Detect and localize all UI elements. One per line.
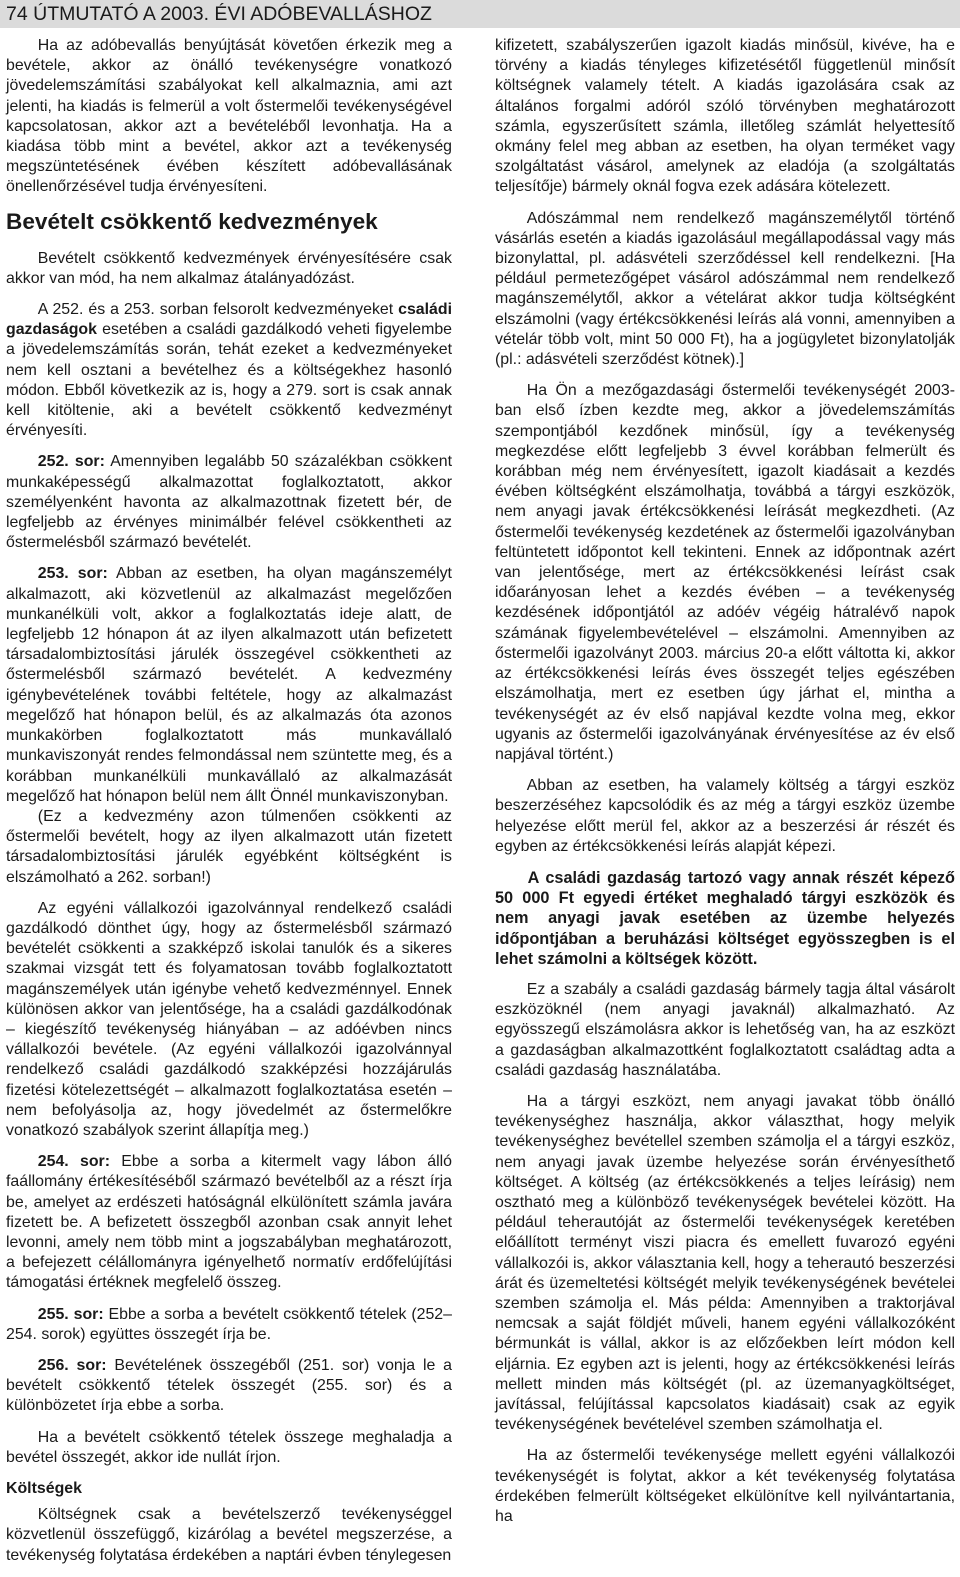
section-heading-bevetel: Bevételt csökkentő kedvezmények [6, 208, 378, 234]
paragraph-nullat: Ha a bevételt csökkentő tételek összege meghaladja a bevétel összegét, akkor ide nullát írjon. [6, 1428, 452, 1466]
paragraph-szabaly: Ez a szabály a családi gazdaság bármely tagja által vásárolt eszközöknél (nem anyagi javaknál) alkalmazható. Az egyösszegű elszámolásra akkor is lehetőség van, ha az eszközt a gazdaságban alkalmazottként foglalkoztatott családtag adta a családi gazdaság használatába. [495, 980, 955, 1079]
paragraph-egyeni-vallalkozoi: Ha az őstermelői tevékenysége mellett egyéni vállalkozói tevékenységét is folytat, akkor a két tevékenység folytatása érdekében felmerült költségeket elkülönítve kell nyilvántartania, ha [495, 1447, 955, 1526]
row-text-254: Ebbe a sorba a kitermelt vagy lábon álló faállomány értékesítéséből származó bevételből az a részt írja be, amelyet az erdészeti hatóságnál elkülönített számla javára fizetett be. A befizetett összegből azonban csak annyit lehet levonni, amely nem több mint a jogszabályban meghatározott, a befejezett célállományra igényelhető normatív erdőfelújítási támogatási értéknek megfelelő összeg. [6, 1153, 452, 1292]
paragraph-adoszam: Adószámmal nem rendelkező magánszemélytől történő vásárlás esetén a kiadás igazolásául megállapodással vagy más bizonylattal, pl. adásvételi szerződéssel kell rendelkezni. [Ha például permetezőgépet vásárol adószámmal nem rendelkező magánszemélytől, akkor a vételárat akkor tudja költségként elszámolni (vagy értékcsökkenési leírás alá vonni, amennyiben a vételár több volt, mint 50 000 Ft), ha a jogügyletet bizonylatolják (pl.: adásvételi szerződést kötnek).] [495, 209, 955, 369]
left-column [6, 36, 452, 1577]
paragraph-egyeni-vallalkozo: Az egyéni vállalkozói igazolvánnyal rendelkező családi gazdálkodó dönthet úgy, hogy az őstermelésből származó bevételét csökkenti a szakképző iskolai tanulók és a sikeres szakmai vizsgát tett és folyamatosan tovább foglalkoztatott magánszemélyek után igénybe vehető kedvezménnyel. Ennek különösen akkor van jelentősége, ha a családi gazdálkodónak – kiegészítő tevékenység hiányában – az adóévben nincs vállalkozói bevétele. (Az egyéni vállalkozói igazolvánnyal rendelkező családi gazdálkodó szakképzési hozzájárulás fizetési kötelezettségét – alkalmazott foglalkoztatása esetén – nem befolyásolja az, hogy jövedelmét az őstermelőkre vonatkozó szabályok szerint állapítja meg.) [6, 899, 452, 1139]
paragraph-targyi-eszkoz: Ha a tárgyi eszközt, nem anyagi javakat több önálló tevékenységhez használja, akkor választhat, hogy melyik tevékenységhez bevétellel szemben számolja el a tárgyi eszköz, nem anyagi javak üzembe helyezése során érvényesíthető költséget. A költség (az értékcsökkenés a teljes leírásig) nem osztható meg a különböző tevékenységek bevételei között. Ha például teherautóját az őstermelői tevékenységek keretében előállított terményt viszi piacra és emellett fuvarozó egyéni vállalkozói is, akkor választania kell, hogy a teherautó beszerzési árát és üzemeltetési költségét melyik tevékenységének bevételei szemben számolja el. Más példa: Amennyiben a traktorjával nemcsak a saját földjét műveli, hanem egyéni vállalkozóként bérmunkát is vállal, akkor is az előzőekben leírt módon kell eljárnia. Ez egyben azt is jelenti, hogy az értékcsökkenési leírás mellett minden más költségét (pl. az üzemanyagköltséget, javítással, felújítással kapcsolatos kiadásait) csak az egyik tevékenységének bevételével szemben számolhatja el. [495, 1092, 955, 1434]
paragraph-kezdo: Ha Ön a mezőgazdasági őstermelői tevékenységét 2003-ban első ízben kezdte meg, akkor a jövedelemszámítás szempontjából kezdőnek minősül, így a tevékenység megkezdése előtt legfeljebb 3 évvel korábban felmerült és korábban még nem érvényesített, igazolt kiadásait a kezdés évében költségként elszámolhatja, továbbá a tárgyi eszközök, nem anyagi javak értékcsökkenési leírását megkezdheti. (Az őstermelői tevékenység kezdetének az őstermelői igazolványban feltüntetett időpontot kell tekinteni. Ennek az időpontnak azért van jelentősége, mert az értékcsökkenési leírást csak időarányosan lehet a kezdés évében – a tevékenység kezdésének időpontjától az adóév végéig hátralévő napok számának figyelembevételével – elszámolni. Amennyiben az őstermelői igazolványt 2003. március 20-a előtt váltotta ki, akkor az értékcsökkenési leírás éves összegét teljes egészében elszámolhatja, mert ez esetben úgy járhat el, mintha a tevékenységét az év első napjával kezdte volna meg, ekkor ugyanis az őstermelői igazolványának érvényesítése az év első napjával történt.) [495, 382, 955, 763]
row-label-256: 256. sor: [37, 1356, 107, 1374]
paragraph-row-255 [6, 1305, 452, 1345]
paragraph-row-254 [6, 1152, 452, 1293]
page-header-text: 74 ÚTMUTATÓ A 2003. ÉVI ADÓBEVALLÁSHOZ [6, 3, 432, 25]
paragraph-row-253 [6, 564, 452, 806]
paragraph-row-252 [6, 452, 452, 553]
emphasis-csaladi-gazdasagok: családi gazdaságok [6, 301, 452, 339]
section-heading-koltsegek: Költségek [6, 1480, 82, 1497]
row-label-253: 253. sor: [37, 565, 108, 583]
row-text-256: Bevételének összegéből (251. sor) vonja le a bevételt csökkentő tételek összegét (255. sor) és a különbözetet írja ebbe a sorba. [6, 1356, 452, 1415]
paragraph-row-256 [6, 1356, 452, 1417]
row-label-255: 255. sor: [37, 1305, 104, 1323]
text-run: esetében a családi gazdálkodó veheti figyelembe a jövedelemszámítás során, tehát ezeket a kedvezményeket nem kell osztani a bevételhez és a költségekhez hasonló módon. Ebből következik az is, hogy a 279. sort is csak annak kell kitöltenie, aki a bevételt csökkentő kedvezményt érvényesíti. [6, 321, 452, 440]
row-label-252: 252. sor: [37, 453, 105, 471]
page-header [0, 0, 960, 28]
right-column [495, 36, 955, 1538]
text-run: A 252. és a 253. sorban felsorolt kedvezményeket [37, 301, 399, 319]
paragraph-csaladi [6, 300, 452, 441]
row-text-253: Abban az esetben, ha olyan magánszemélyt alkalmazott, aki közvetlenül az alkalmazást megelőzően munkanélküli volt, akkor a foglalkoztatás ideje alatt, de legfeljebb 12 hónapon át az ilyen alkalmazott után befizetett társadalombiztosítási járulék összegével csökkentheti az őstermelésből származó bevételét. A kedvezmény igénybevételének további feltétele, hogy az alkalmazást megelőző hat hónapon belül, és az alkalmazás óta azonos munkakörben foglalkoztatott más munkavállaló munkaviszonyát rendes felmondással nem szüntette meg, és a korábban munkanélküli munkavállaló az alkalmazását megelőző hat hónapon belül nem állt Önnél munkaviszonyban. [6, 565, 452, 805]
paragraph-parenthetical: (Ez a kedvezmény azon túlmenően csökkenti az őstermelői bevételt, hogy az ilyen alkalmazott után fizetett társadalombiztosítási járulék egyébként költségként is elszámolható a 262. sorban!) [6, 807, 452, 886]
row-label-254: 254. sor: [37, 1153, 111, 1171]
paragraph-intro: Ha az adóbevallás benyújtását követően érkezik meg a bevétele, akkor az önálló tevékenységre vonatkozó jövedelemszámítási szabályokat kell alkalmaznia, ami azt jelenti, ha kiadás is felmerül a volt őstermelői tevékenységével kapcsolatosan, akkor azt a bevételéből levonhatja. Ha a kiadása több mint a bevétel, akkor azt a tevékenység megszüntetésének évében készített adóbevallásának önellenőrzésével tudja érvényesíteni. [6, 37, 452, 196]
paragraph-koltsegek: Költségnek csak a bevételszerző tevékenységgel közvetlenül összefüggő, kizárólag a bevétel megszerzése, a tevékenység folytatása érdekében a naptári évben ténylegesen [6, 1506, 452, 1564]
paragraph-kedvezmeny: Bevételt csökkentő kedvezmények érvényesítésére csak akkor van mód, ha nem alkalmaz átalányadózást. [6, 249, 452, 287]
paragraph-kifizetett: kifizetett, szabályszerűen igazolt kiadás minősül, kivéve, ha e törvény a kiadás tényleges kifizetésétől függetlenül minősít költségnek valamely tételt. A kiadás igazolására csak az általános forgalmi adóról szóló törvényben meghatározott számla, egyszerűsített számla, illetőleg számlát helyettesítő okmány felel meg abban az esetben, ha olyan terméket vagy szolgáltatást vásárol, amelynek az eladója (a szolgáltatás teljesítője) bármely oknál fogva ezek adására kötelezett. [495, 37, 955, 196]
paragraph-beszerzes: Abban az esetben, ha valamely költség a tárgyi eszköz beszerzéséhez kapcsolódik és az még a tárgyi eszköz üzembe helyezése előtt merül fel, akkor az a beszerzési ár részét és egyben az értékcsökkenési leírás alapját képezi. [495, 777, 955, 855]
row-text-255: Ebbe a sorba a bevételt csökkentő tételek (252–254. sorok) együttes összegét írja be. [6, 1305, 452, 1343]
row-text-252: Amennyiben legalább 50 százalékban csökkent munkaképességű alkalmazottat foglalkoztatott, akkor személyenként havonta az alkalmazottnak fizetett bér, de legfeljebb az érvényes minimálbér felével csökkentheti az őstermelésből származó bevételét. [6, 453, 453, 552]
paragraph-bold-csaladi-gazdasag: A családi gazdaság tartozó vagy annak részét képező 50 000 Ft egyedi értéket meghaladó tárgyi eszközök és nem anyagi javak esetében az üzembe helyezés időpontjában a beruházási költséget egyösszegben is el lehet számolni a költségek között. [495, 868, 955, 968]
